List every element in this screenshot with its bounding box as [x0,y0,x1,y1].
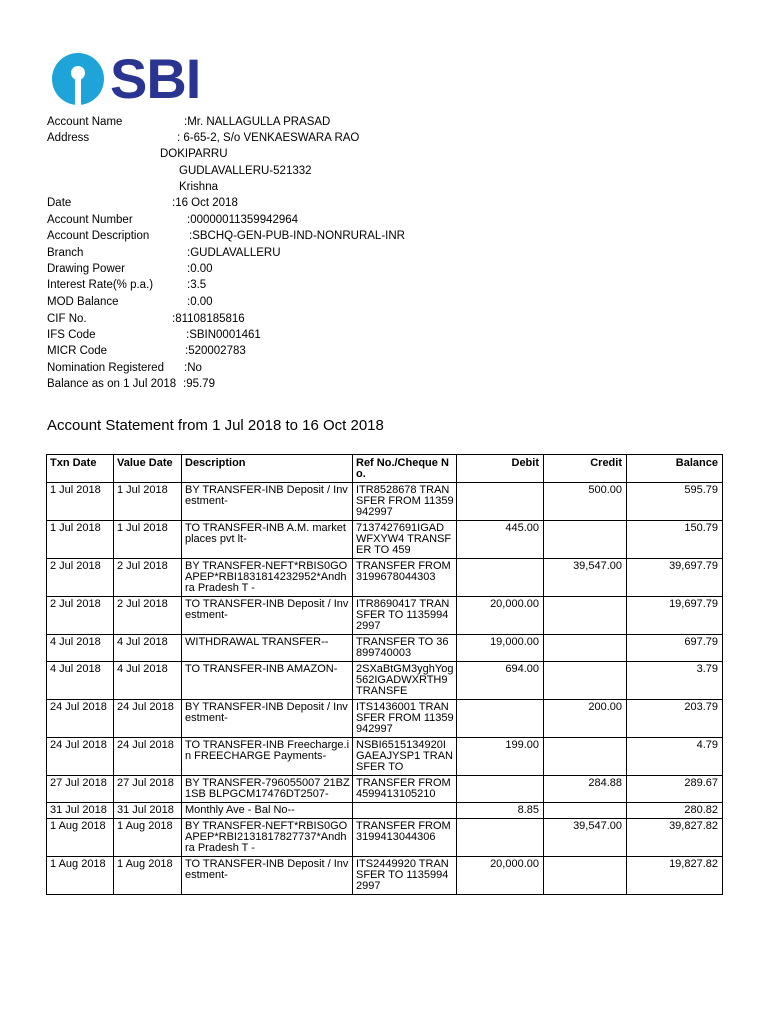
account-field-row [47,262,213,276]
bank-name: SBI [110,47,201,110]
field-value: :Mr. NALLAGULLA PRASAD [184,116,331,128]
table-row [47,635,723,662]
ref-no-cell: TRANSFER FROM 4599413105210 [353,776,457,803]
field-value: :0.00 [187,263,213,275]
txn-date-cell: 4 Jul 2018 [47,635,114,662]
field-label: Interest Rate(% p.a.) [47,279,154,291]
field-value: : 6-65-2, S/o VENKAESWARA RAO [177,132,360,144]
credit-cell [544,521,627,559]
credit-cell: 39,547.00 [544,559,627,597]
value-date-cell: 2 Jul 2018 [114,559,182,597]
field-label: Branch [47,247,84,259]
table-row [47,521,723,559]
balance-cell: 4.79 [627,738,723,776]
ref-no-cell [353,803,457,819]
account-field-row [47,295,213,309]
field-value: :No [184,362,202,374]
credit-cell [544,738,627,776]
table-row [47,857,723,895]
ref-no-cell: 2SXaBtGM3yghYog562IGADWXRTH9 TRANSFE [353,662,457,700]
field-label: Account Name [47,116,123,128]
header-balance: Balance [627,455,723,483]
header-description: Description [182,455,353,483]
credit-cell: 500.00 [544,483,627,521]
credit-cell [544,635,627,662]
txn-date-cell: 1 Jul 2018 [47,521,114,559]
ref-no-cell: 7137427691IGADWFXYW4 TRANSFER TO 459 [353,521,457,559]
value-date-cell: 27 Jul 2018 [114,776,182,803]
balance-cell: 19,827.82 [627,857,723,895]
field-label: Address [47,132,90,144]
description-cell: BY TRANSFER-796055007 21BZ1SB BLPGCM17476DT2507- [182,776,353,803]
debit-cell: 8.85 [457,803,544,819]
balance-cell: 19,697.79 [627,597,723,635]
value-date-cell: 1 Jul 2018 [114,521,182,559]
account-field-row [47,115,331,129]
txn-date-cell: 1 Aug 2018 [47,857,114,895]
ref-no-cell: TRANSFER TO 36899740003 [353,635,457,662]
table-row [47,803,723,819]
value-date-cell: 1 Aug 2018 [114,819,182,857]
debit-cell [457,819,544,857]
txn-date-cell: 27 Jul 2018 [47,776,114,803]
ref-no-cell: ITS2449920 TRANSFER TO 11359942997 [353,857,457,895]
field-value: Krishna [179,181,218,193]
value-date-cell: 24 Jul 2018 [114,700,182,738]
field-label: Nomination Registered [47,362,164,374]
value-date-cell: 2 Jul 2018 [114,597,182,635]
debit-cell: 199.00 [457,738,544,776]
balance-cell: 289.67 [627,776,723,803]
debit-cell: 20,000.00 [457,857,544,895]
value-date-cell: 4 Jul 2018 [114,635,182,662]
account-field-row [47,131,360,145]
credit-cell [544,662,627,700]
field-value: DOKIPARRU [160,148,228,160]
field-value: :GUDLAVALLERU [187,247,281,259]
description-cell: TO TRANSFER-INB Deposit / Investment- [182,597,353,635]
table-row [47,738,723,776]
header-debit: Debit [457,455,544,483]
field-label: IFS Code [47,329,96,341]
account-field-row [47,278,207,292]
table-row [47,700,723,738]
ref-no-cell: ITR8528678 TRANSFER FROM 11359942997 [353,483,457,521]
txn-date-cell: 2 Jul 2018 [47,597,114,635]
value-date-cell: 4 Jul 2018 [114,662,182,700]
txn-date-cell: 1 Aug 2018 [47,819,114,857]
ref-no-cell: TRANSFER FROM 3199413044306 [353,819,457,857]
field-label: Balance as on 1 Jul 2018 [47,378,177,390]
debit-cell: 694.00 [457,662,544,700]
description-cell: BY TRANSFER-INB Deposit / Investment- [182,700,353,738]
description-cell: TO TRANSFER-INB AMAZON- [182,662,353,700]
field-value: :3.5 [187,279,207,291]
table-row [47,662,723,700]
description-cell: BY TRANSFER-INB Deposit / Investment- [182,483,353,521]
ref-no-cell: NSBI6515134920IGAEAJYSP1 TRANSFER TO [353,738,457,776]
statement-table [46,454,723,895]
credit-cell [544,803,627,819]
field-label: CIF No. [47,313,87,325]
txn-date-cell: 24 Jul 2018 [47,738,114,776]
account-field-row [47,377,215,391]
table-row [47,776,723,803]
credit-cell [544,857,627,895]
field-label: Drawing Power [47,263,125,275]
value-date-cell: 24 Jul 2018 [114,738,182,776]
debit-cell: 19,000.00 [457,635,544,662]
ref-no-cell: ITR8690417 TRANSFER TO 11359942997 [353,597,457,635]
description-cell: BY TRANSFER-NEFT*RBIS0GOAPEP*RBI1831814232952*Andhra Pradesh T - [182,559,353,597]
value-date-cell: 1 Jul 2018 [114,483,182,521]
field-value: :0.00 [187,296,213,308]
table-row [47,559,723,597]
description-cell: TO TRANSFER-INB A.M. market places pvt lt- [182,521,353,559]
sbi-keyhole-icon [52,53,104,105]
field-value: :00000011359942964 [187,214,299,226]
field-label: MOD Balance [47,296,119,308]
ref-no-cell: ITS1436001 TRANSFER FROM 11359942997 [353,700,457,738]
field-value: GUDLAVALLERU-521332 [179,165,312,177]
statement-title: Account Statement from 1 Jul 2018 to 16 Oct 2018 [47,417,384,434]
balance-cell: 39,697.79 [627,559,723,597]
field-value: :SBIN0001461 [186,329,261,341]
table-row [47,819,723,857]
balance-cell: 150.79 [627,521,723,559]
txn-date-cell: 24 Jul 2018 [47,700,114,738]
account-field-row [47,196,238,210]
field-value: :95.79 [183,378,215,390]
ref-no-cell: TRANSFER FROM 3199678044303 [353,559,457,597]
balance-cell: 280.82 [627,803,723,819]
description-cell: Monthly Ave - Bal No-- [182,803,353,819]
txn-date-cell: 1 Jul 2018 [47,483,114,521]
table-header-row [47,455,723,483]
balance-cell: 697.79 [627,635,723,662]
field-value: :81108185816 [172,313,245,325]
field-label: Date [47,197,72,209]
account-field-row [47,312,245,326]
table-row [47,483,723,521]
debit-cell: 20,000.00 [457,597,544,635]
header-credit: Credit [544,455,627,483]
table-row [47,597,723,635]
debit-cell [457,776,544,803]
description-cell: TO TRANSFER-INB Deposit / Investment- [182,857,353,895]
debit-cell [457,559,544,597]
credit-cell: 200.00 [544,700,627,738]
description-cell: BY TRANSFER-NEFT*RBIS0GOAPEP*RBI2131817827737*Andhra Pradesh T - [182,819,353,857]
balance-cell: 39,827.82 [627,819,723,857]
description-cell: TO TRANSFER-INB Freecharge.in FREECHARGE Payments- [182,738,353,776]
header-ref-no: Ref No./Cheque No. [353,455,457,483]
debit-cell: 445.00 [457,521,544,559]
field-value: :16 Oct 2018 [172,197,238,209]
header-value-date: Value Date [114,455,182,483]
balance-cell: 203.79 [627,700,723,738]
txn-date-cell: 2 Jul 2018 [47,559,114,597]
account-field-row [47,229,405,243]
value-date-cell: 31 Jul 2018 [114,803,182,819]
balance-cell: 595.79 [627,483,723,521]
account-field-row [47,344,246,358]
value-date-cell: 1 Aug 2018 [114,857,182,895]
credit-cell [544,597,627,635]
debit-cell [457,700,544,738]
debit-cell [457,483,544,521]
credit-cell: 39,547.00 [544,819,627,857]
field-value: :520002783 [185,345,246,357]
txn-date-cell: 4 Jul 2018 [47,662,114,700]
field-label: MICR Code [47,345,108,357]
account-field-row [47,246,281,260]
description-cell: WITHDRAWAL TRANSFER-- [182,635,353,662]
account-field-row [47,361,202,375]
txn-date-cell: 31 Jul 2018 [47,803,114,819]
sbi-logo [52,47,201,110]
field-label: Account Number [47,214,133,226]
account-field-row [47,213,299,227]
field-value: :SBCHQ-GEN-PUB-IND-NONRURAL-INR [189,230,405,242]
balance-cell: 3.79 [627,662,723,700]
field-label: Account Description [47,230,150,242]
header-txn-date: Txn Date [47,455,114,483]
credit-cell: 284.88 [544,776,627,803]
account-field-row [47,328,261,342]
